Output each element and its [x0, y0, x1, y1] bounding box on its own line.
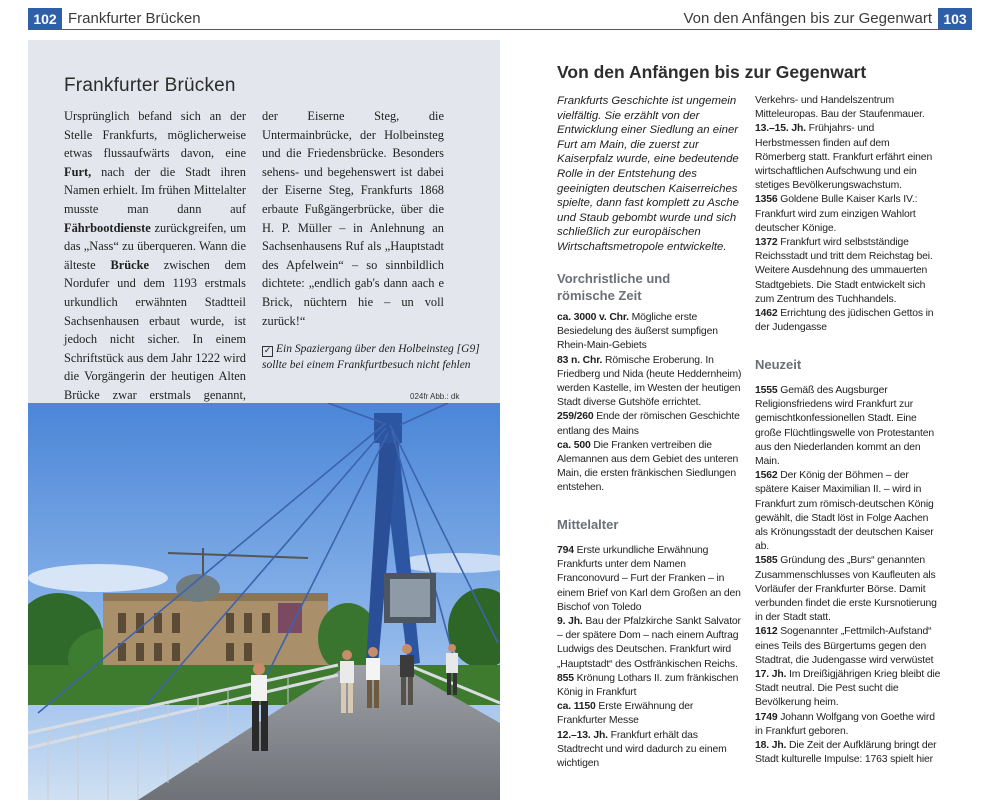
section-heading-mittelalter: Mittelalter [557, 517, 619, 532]
section-heading-vorchristlich: Vorchristliche und römische Zeit [557, 271, 671, 303]
timeline-date: 1462 [755, 308, 781, 320]
timeline-date: 1555 [755, 385, 781, 396]
header-rule-right [500, 29, 972, 30]
timeline-text: Frankfurt erhält das Stadtrecht und wird dadurch zu einem wichtigen [557, 729, 727, 770]
timeline-text: Die Zeit der Aufklärung bringt der Stadt kulturelle Impulse: 1763 spielt hier [755, 740, 937, 766]
timeline-entry [755, 554, 941, 625]
timeline-entry [557, 439, 743, 496]
timeline-text: Der König der Böhmen – der spätere Kaiser Maximilian II. – wird in Frankfurt zum römisch-deutschen König gewählt, die Stadt löst in Folge Aachen als Krönungsstadt der deutschen Kaiser ab. [755, 470, 934, 553]
timeline-text: Krönung Lothars II. zum fränkischen König in Frankfurt [557, 672, 739, 699]
timeline-date: 1372 [755, 237, 781, 249]
timeline-date: 1612 [755, 626, 781, 638]
timeline-date: 12.–13. Jh. [557, 729, 611, 741]
timeline-text: Erste urkundliche Erwähnung Frankfurts unter dem Namen Franconovurd – Furt der Franken – in einem Brief von Karl dem Großen an den Bischof von Toledo [557, 545, 741, 613]
timeline-mittelalter-continued [755, 94, 941, 335]
timeline-date: 855 [557, 672, 577, 684]
timeline-entry [755, 94, 941, 122]
timeline-text: Sogenannter „Fettmilch-Aufstand“ eines Teils des Bürgertums gegen den Stadtrat, die Judengasse wird verwüstet [755, 626, 934, 666]
timeline-text: Mögliche erste Besiedelung des äußerst sumpfigen Rhein-Main-Gebiets [557, 312, 718, 352]
timeline-entry [557, 544, 743, 615]
tip-note [262, 341, 492, 373]
checkbox-icon: ✓ [263, 346, 272, 356]
bridge-illustration [28, 403, 500, 800]
body-text: zwischen dem Nordufer und dem 1193 erstmals urkundlich erwähnten Stadtteil Sachsenhausen erbaut wurde, ist jedoch nicht sicher. In einem Schriftstück aus dem Jahr 1222 wird die Vorgängerin der heutigen Alten Brücke zwar erstmals genannt, [64, 257, 246, 402]
timeline-date: 1562 [755, 470, 781, 482]
bold-term: Brücke [110, 257, 149, 272]
timeline-text: Die Franken vertreiben die Alemannen aus dem Gebiet des unteren Main, die ersten fränkischen Siedlungen entstehen. [557, 439, 739, 494]
page-number-right: 103 [938, 8, 972, 30]
timeline-entry [755, 668, 941, 711]
header-rule-left [28, 29, 500, 30]
body-text: Ursprünglich befand sich an der Stelle Frankfurts, möglicherweise etwas flussaufwärts davon, eine [64, 109, 246, 161]
timeline-entry [755, 193, 941, 236]
body-text: zurückgreifen, um das „Nass“ zu überqueren. Wann die älteste [64, 220, 246, 272]
timeline-date: 1585 [755, 555, 781, 567]
timeline-entry [557, 729, 743, 772]
timeline-date: 259/260 [557, 411, 597, 423]
timeline-date: ca. 3000 v. Chr. [557, 312, 632, 323]
body-text: nach der die Stadt ihren Namen erhielt. Im frühen Mittelalter musste man dann auf [64, 164, 246, 216]
timeline-text: Ende der römischen Geschichte entlang des Mains [557, 411, 740, 437]
running-head-right: Von den Anfängen bis zur Gegenwart [683, 10, 932, 27]
info-box-title: Frankfurter Brücken [64, 75, 236, 96]
bold-term: Furt, [64, 164, 92, 179]
running-head-left: Frankfurter Brücken [68, 10, 201, 27]
timeline-entry [557, 354, 743, 411]
timeline-text: Bau der Pfalzkirche Sankt Salvator – der spätere Dom – nach einem Auftrag Ludwigs des Deutschen. Frankfurt wird „Hauptstadt“ des Ostfränkischen Reichs. [557, 616, 741, 670]
timeline-text: Erste Erwähnung der Frankfurter Messe [557, 701, 694, 727]
timeline-date: ca. 500 [557, 439, 594, 451]
timeline-entry [755, 469, 941, 554]
timeline-entry [755, 384, 941, 469]
timeline-date: 9. Jh. [557, 616, 586, 628]
timeline-text: Verkehrs- und Handelszentrum Mitteleuropas. Bau der Staufenmauer. [755, 95, 925, 121]
timeline-date: 794 [557, 545, 577, 556]
timeline-text: Frankfurt wird selbstständige Reichsstadt und tritt dem Reichstag bei. Weitere Ausdehnung des ummauerten Stadtgebiets. Die Stadt entwickelt sich zum Zentrum des Tuchhandels. [755, 237, 933, 305]
timeline-mittelalter [557, 544, 743, 771]
timeline-entry [755, 625, 941, 668]
bold-term: Fährbootdienste [64, 220, 151, 235]
photo-credit: 024fr Abb.: dk [410, 392, 460, 401]
timeline-neuzeit [755, 384, 941, 767]
timeline-text: Goldene Bulle Kaiser Karls IV.: Frankfurt wird zum einzigen Wahlort deutscher Könige. [755, 194, 918, 234]
timeline-text: Im Dreißigjährigen Krieg bleibt die Stadt neutral. Die Pest sucht die Bevölkerung heim. [755, 669, 941, 709]
timeline-entry [557, 700, 743, 728]
timeline-vorchristlich [557, 311, 743, 496]
tip-text: Ein Spaziergang über den Holbeinsteg [G9] sollte bei einem Frankfurtbesuch nicht fehlen [262, 343, 480, 371]
page-number-left: 102 [28, 8, 62, 30]
timeline-entry [557, 615, 743, 672]
timeline-text: Gründung des „Burs“ genannten Zusammenschlusses von Kaufleuten als Vorläufer der Frankfurter Börse. Damit verbunden findet die erste Kursnotierung in der Stadt statt. [755, 555, 937, 624]
timeline-text: Johann Wolfgang von Goethe wird in Frankfurt geboren. [755, 711, 935, 737]
timeline-date: 13.–15. Jh. [755, 123, 809, 135]
timeline-entry [755, 236, 941, 307]
timeline-entry [557, 311, 743, 354]
timeline-date: 83 n. Chr. [557, 354, 606, 366]
timeline-entry [755, 307, 941, 335]
timeline-entry [755, 711, 941, 739]
chapter-intro: Frankfurts Geschichte ist ungemein vielfältig. Sie erzählt von der Entwicklung einer Siedlung an einer Furt am Main, die zuerst zur Kaiserpfalz wurde, eine bedeutende Rolle in der Entstehung des geeinigten deutschen Kaiserreiches spielte, dann fast komplett zu Asche und Staub gebombt wurde und sich schließlich zur europäischen Wirtschaftsmetropole entwickelte. [557, 95, 739, 253]
section-heading-neuzeit: Neuzeit [755, 357, 802, 372]
info-box-column-2: der Eiserne Steg, die Untermainbrücke, der Holbeinsteg und die Friedensbrücke. Besonders sehens- und begehenswert ist dabei der Eiserne Steg, Frankfurts 1868 erbaute Fußgängerbrücke, über die H. P. Müller – in Anlehnung an Sachsenhausens Ruf als „Hauptstadt des Apfelwein“ – so sinnbildlich dichtete: „endlich gab's dann aach e Brick, nüchtern hie – un voll zurück!“ [262, 109, 444, 328]
timeline-date: 18. Jh. [755, 740, 790, 752]
timeline-date: 1749 [755, 711, 781, 723]
bridge-photo [28, 403, 500, 800]
timeline-text: Römische Eroberung. In Friedberg und Nida (heute Heddernheim) werden Kastelle, im Westen der heutigen Stadt diverse Gutshöfe errichtet. [557, 354, 742, 409]
timeline-date: ca. 1150 [557, 701, 599, 713]
timeline-entry [557, 672, 743, 700]
timeline-text: Errichtung des jüdischen Gettos in der Judengasse [755, 308, 934, 334]
timeline-date: 17. Jh. [755, 669, 790, 681]
timeline-entry [557, 410, 743, 438]
timeline-entry [755, 122, 941, 193]
timeline-text: Gemäß des Augsburger Religionsfriedens wird Frankfurt zur gemischtkonfessionellen Stadt. Eine große Flüchtlingswelle von Protestanten aus den Niederlanden kommt an den Main. [755, 385, 934, 468]
chapter-title: Von den Anfängen bis zur Gegenwart [557, 62, 867, 82]
timeline-date: 1356 [755, 194, 781, 206]
timeline-text: Frühjahrs- und Herbstmessen finden auf dem Römerberg statt. Frankfurt erfährt einen wirtschaftlichen Aufschwung und ein stetiges Bevölkerungswachstum. [755, 123, 933, 192]
timeline-entry [755, 739, 941, 767]
